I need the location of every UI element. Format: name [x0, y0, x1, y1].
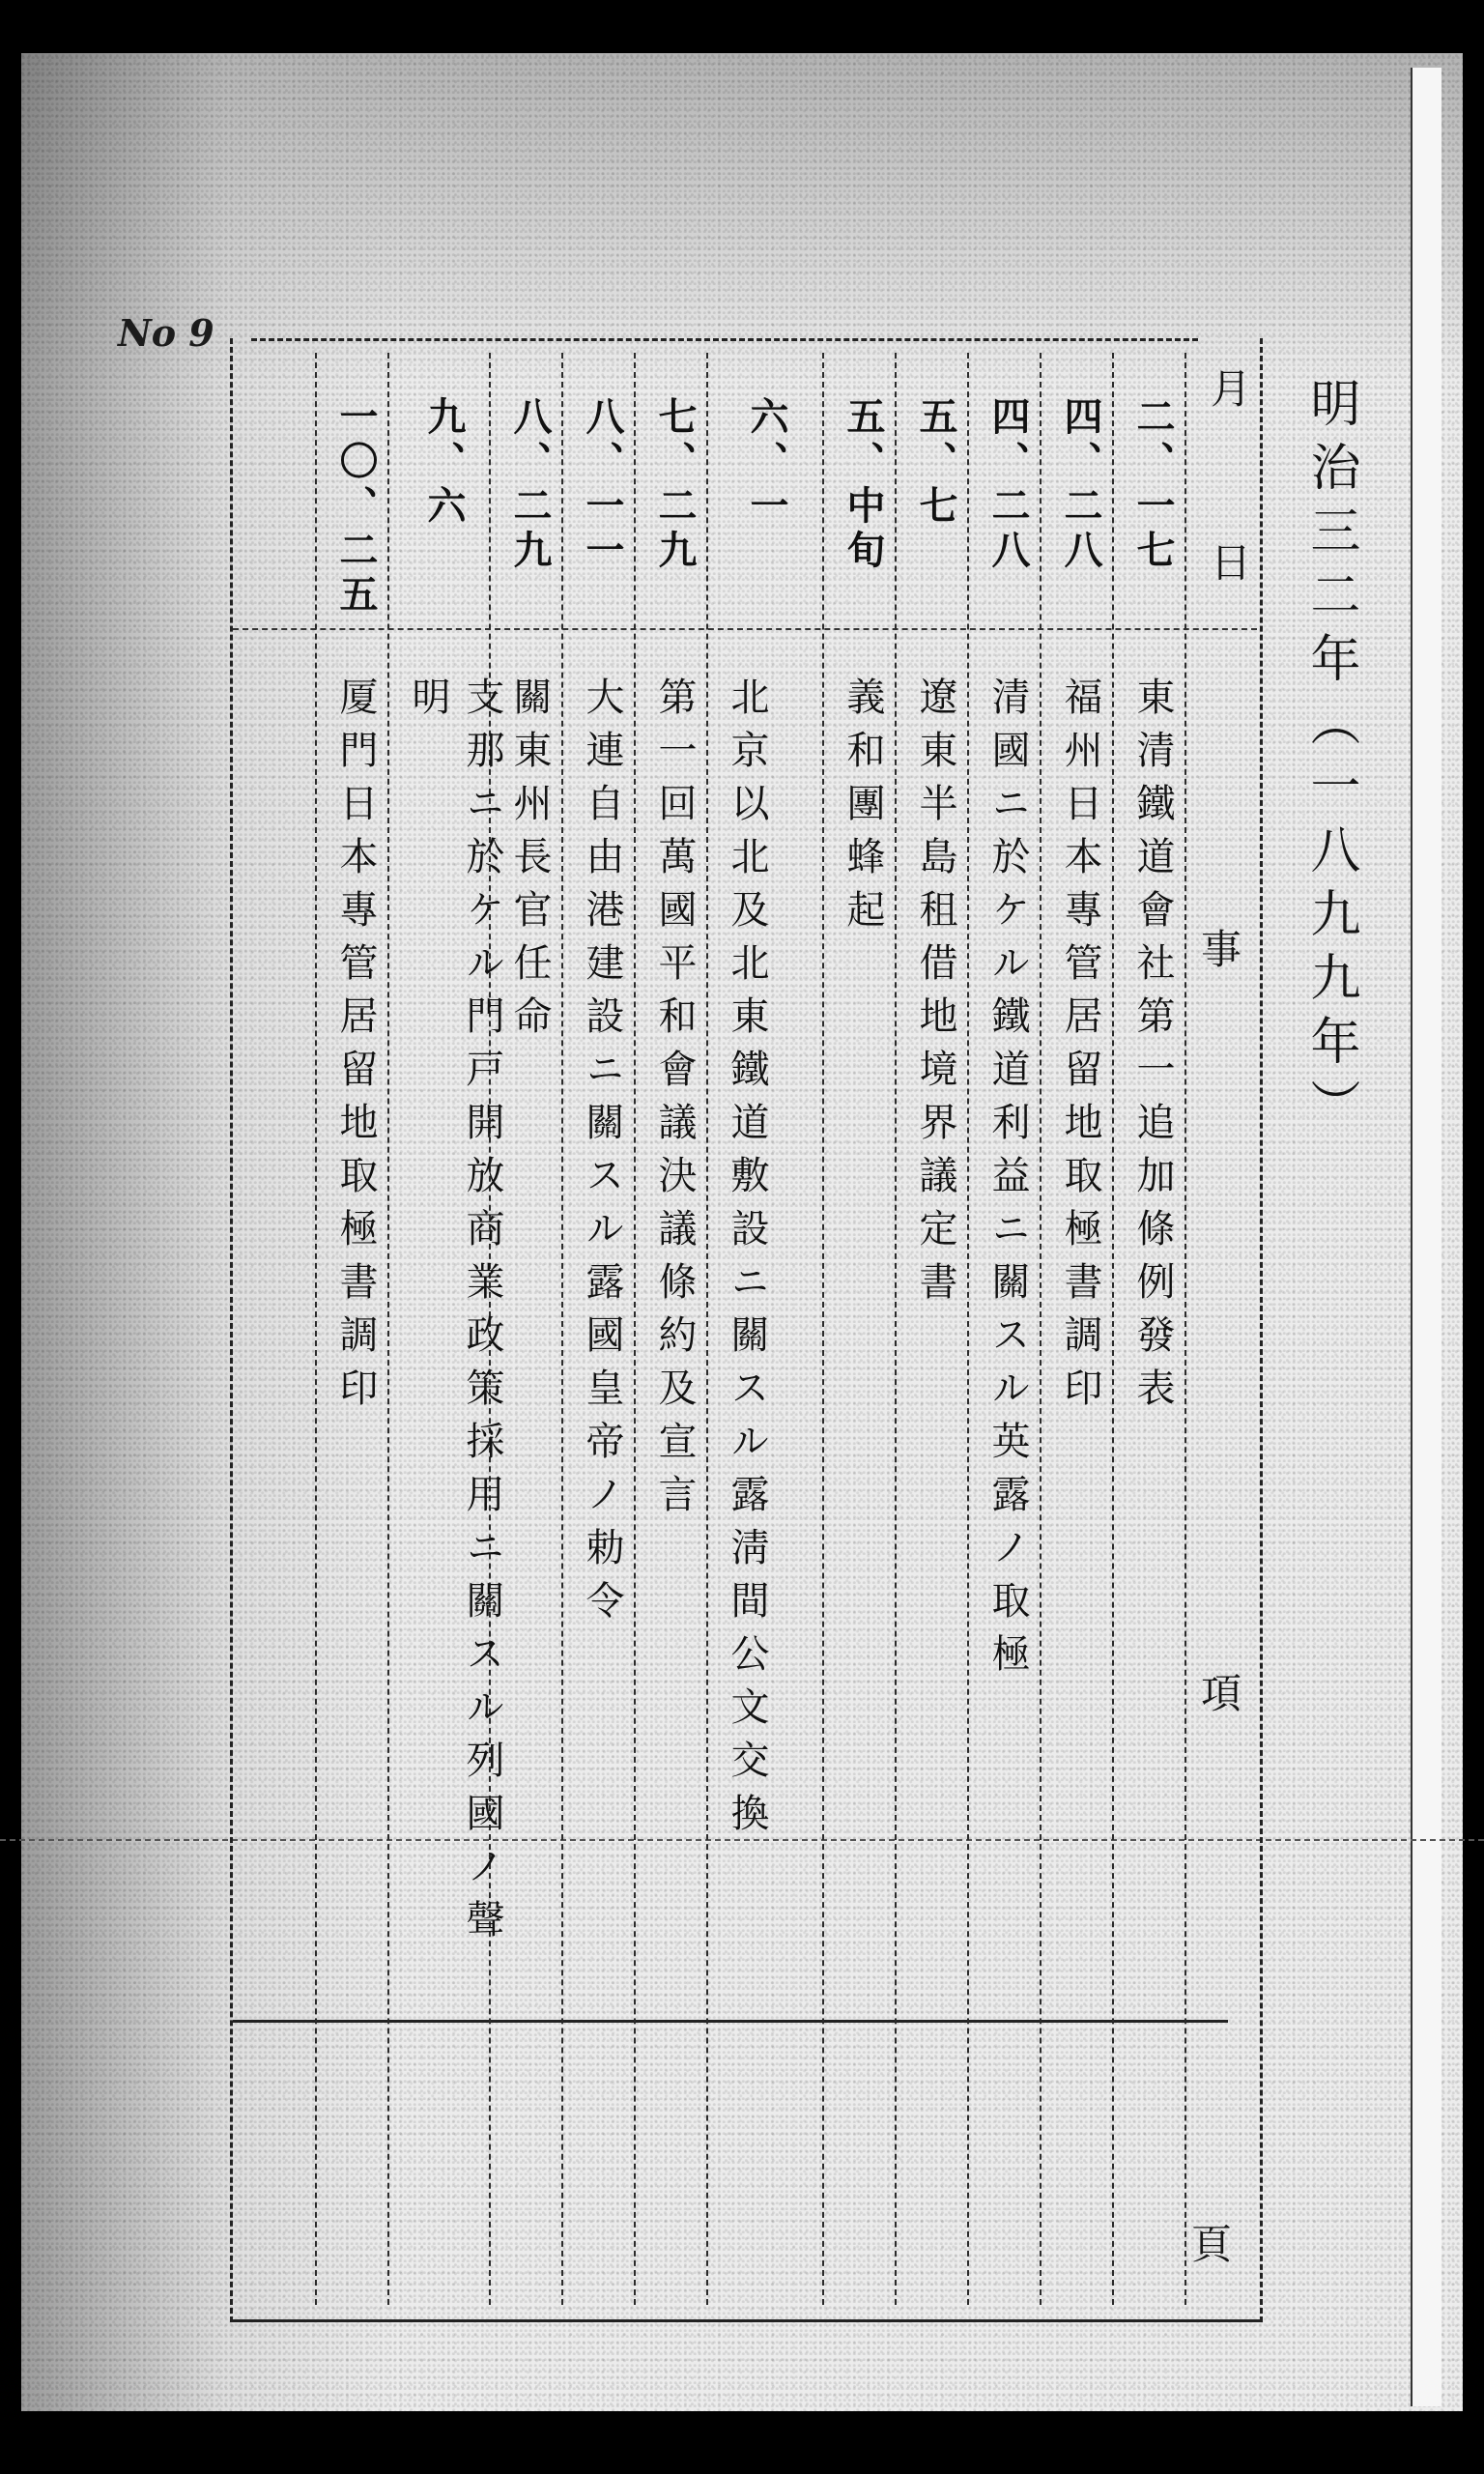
row-date: 六、一: [744, 396, 789, 530]
row-date: 八、一一: [580, 396, 625, 574]
row-date: 二、一七: [1130, 396, 1176, 574]
row-date: 七、二九: [652, 396, 698, 574]
table-row: [561, 338, 635, 2310]
row-date: 五、七: [913, 396, 958, 530]
row-event: 厦門日本專管居留地取極書調印: [333, 676, 378, 1421]
header-month: 月: [1205, 367, 1252, 408]
row-event: 義和團蜂起: [841, 676, 885, 942]
header-ko: 項: [1195, 1672, 1242, 1712]
table-row: [1040, 338, 1113, 2310]
header-koji: 事: [1195, 928, 1242, 968]
table-row: [634, 338, 707, 2310]
row-date: 九、六: [421, 396, 467, 530]
page-number: No 9: [118, 311, 214, 355]
row-event: 支那ニ於ケル門戸開放商業政策採用ニ關スル列國ノ聲明: [406, 676, 504, 1952]
row-event: 遼東半島租借地境界議定書: [913, 676, 957, 1314]
row-date: 五、中旬: [841, 396, 886, 574]
page-edge-strip: [1411, 68, 1441, 2406]
row-date: 四、二八: [985, 396, 1031, 574]
table-row: [895, 338, 968, 2310]
row-event: 第一回萬國平和會議決議條約及宣言: [652, 676, 697, 1527]
table-row: [387, 338, 504, 2310]
header-page: 頁: [1185, 2223, 1233, 2263]
header-day: 日: [1205, 541, 1252, 582]
table-row: [706, 338, 822, 2310]
row-date: 一〇、二五: [333, 396, 379, 618]
table-row: [1112, 338, 1185, 2310]
row-event: 福州日本專管居留地取極書調印: [1058, 676, 1102, 1421]
row-event: 大連自由港建設ニ關スル露國皇帝ノ勅令: [580, 676, 624, 1633]
row-event: 清國ニ於ケル鐵道利益ニ關スル英露ノ取極: [985, 676, 1030, 1686]
row-date: 八、二九: [507, 396, 553, 574]
row-event: 北京以北及北東鐵道敷設ニ關スル露淸間公文交換: [725, 676, 769, 1846]
row-event: 東清鐵道會社第一追加條例發表: [1130, 676, 1175, 1421]
table-row: [822, 338, 896, 2310]
row-date: 四、二八: [1058, 396, 1103, 574]
row-event: 關東州長官任命: [507, 676, 552, 1049]
table-row: [315, 338, 388, 2310]
era-title: 明治三二年（一八九九年）: [1301, 377, 1359, 1142]
table-row: [967, 338, 1041, 2310]
chronology-table: [230, 338, 1263, 2322]
